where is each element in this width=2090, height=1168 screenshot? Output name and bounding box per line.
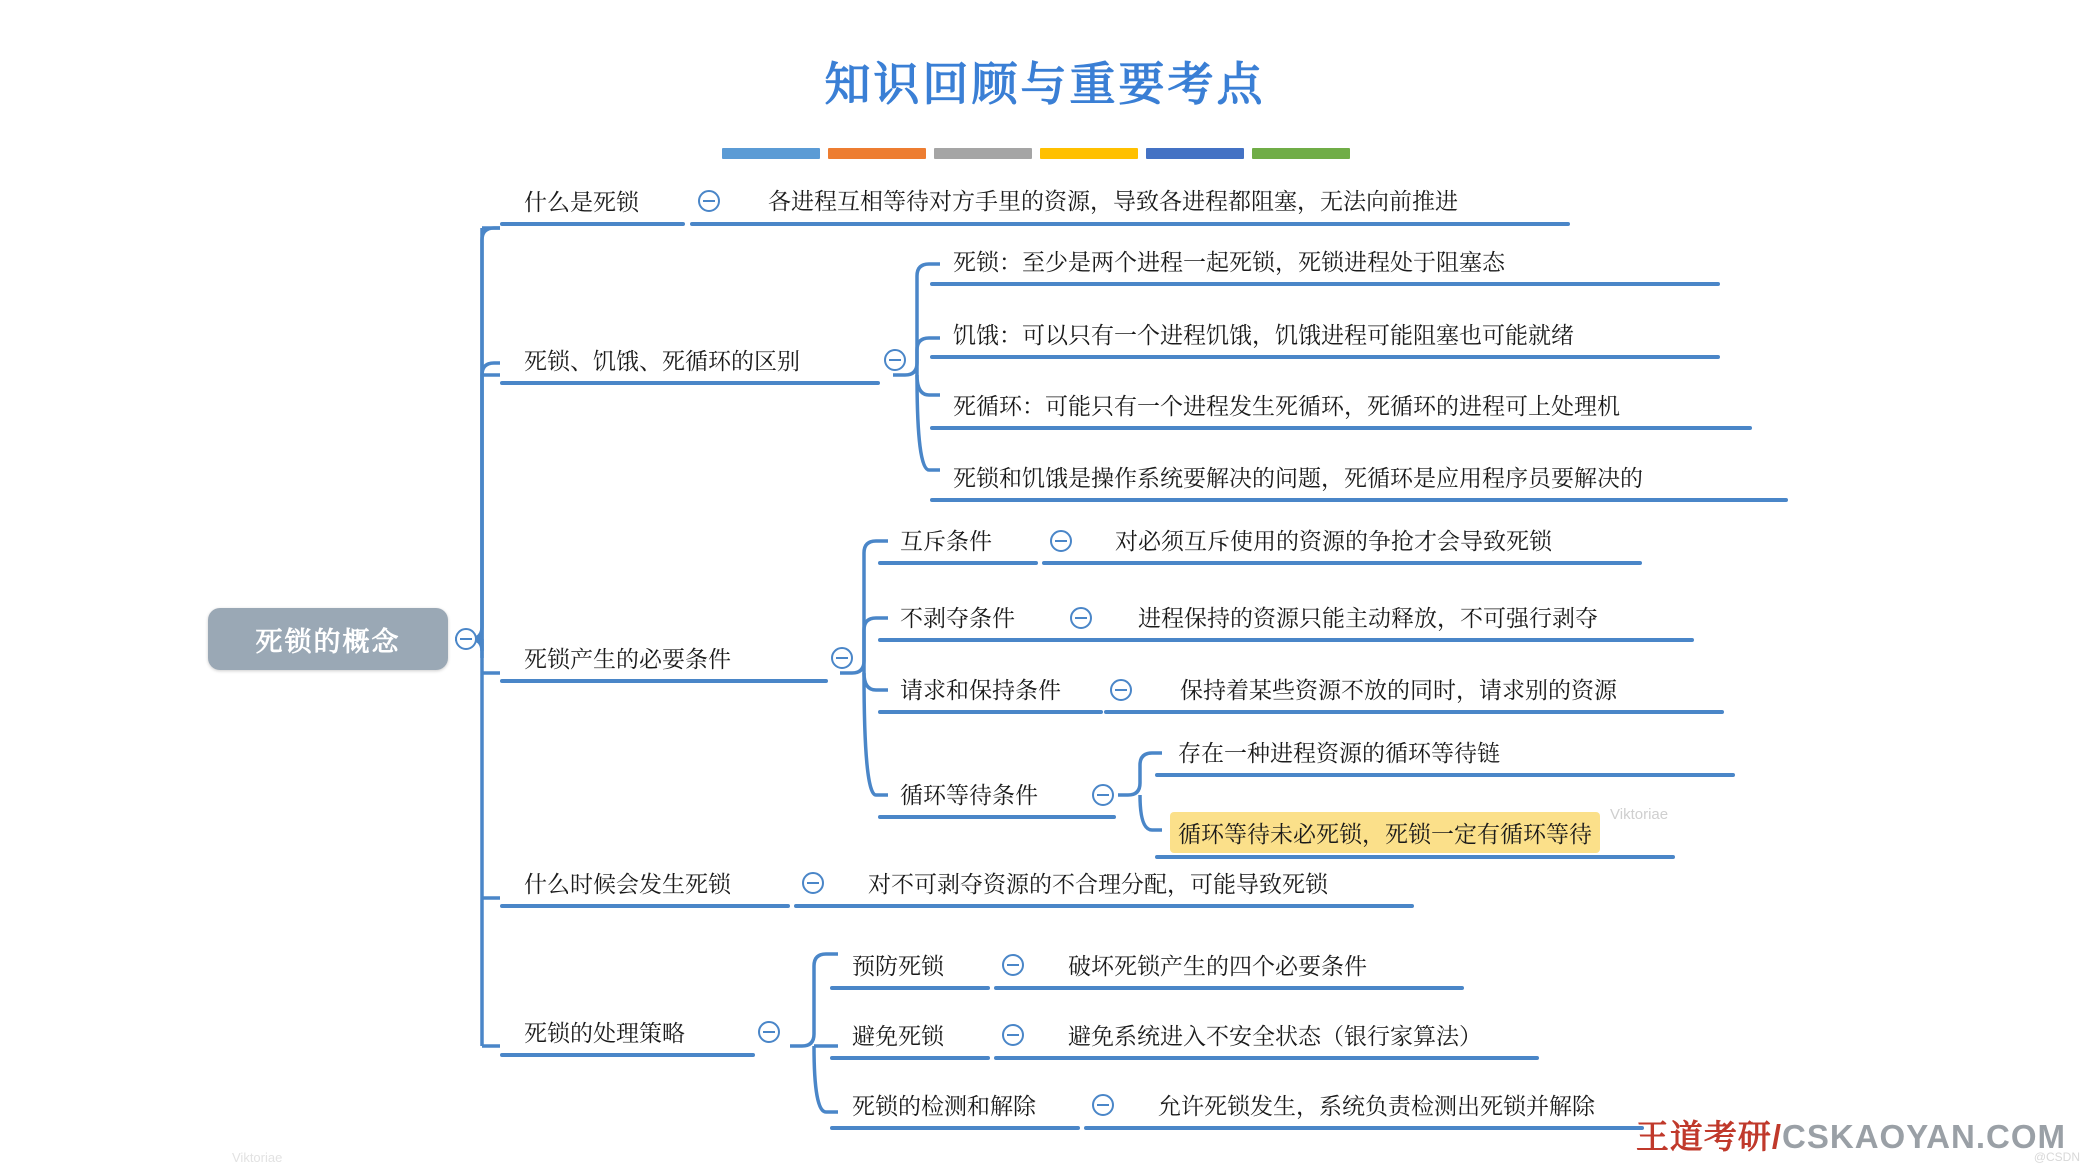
branch-5-child-2-toggle-icon[interactable] [1002,1024,1024,1046]
branch-1-toggle-icon[interactable] [698,190,720,212]
root-node[interactable]: 死锁的概念 [208,608,448,670]
branch-2-child-1-label[interactable]: 死锁：至少是两个进程一起死锁，死锁进程处于阻塞态 [953,249,1505,275]
branch-3-child-2-toggle-icon[interactable] [1070,607,1092,629]
branch-5-child-2-leaf[interactable]: 避免系统进入不安全状态（银行家算法） [1068,1023,1482,1049]
branch-2-toggle-icon[interactable] [884,349,906,371]
branch-3-child-1-underline [878,561,1038,565]
branch-3-child-4-leaf-2[interactable]: 循环等待未必死锁，死锁一定有循环等待 [1170,812,1600,853]
branch-3-child-1-leaf[interactable]: 对必须互斥使用的资源的争抢才会导致死锁 [1115,528,1552,554]
branch-3-child-2-leaf-underline [1064,638,1694,642]
branch-3-child-3-leaf-underline [1104,710,1724,714]
branch-3-child-3-underline [878,710,1103,714]
root-toggle-icon[interactable] [455,628,477,650]
branch-4-child-1-underline [794,904,1414,908]
branch-2-child-3-label[interactable]: 死循环：可能只有一个进程发生死循环，死循环的进程可上处理机 [953,393,1620,419]
branch-2-child-4-underline [930,498,1788,502]
branch-3-child-2-label[interactable]: 不剥夺条件 [900,605,1015,631]
branch-5-label[interactable]: 死锁的处理策略 [524,1020,685,1046]
branch-3-underline [500,679,828,683]
branch-3-toggle-icon[interactable] [831,647,853,669]
watermark-main-text: 王道考研/ [1635,1118,1783,1155]
branch-2-child-3-underline [930,426,1752,430]
branch-3-child-4-label[interactable]: 循环等待条件 [900,782,1038,808]
branch-5-child-2-label[interactable]: 避免死锁 [852,1023,944,1049]
branch-4-toggle-icon[interactable] [802,872,824,894]
branch-3-child-4-leaf-1[interactable]: 存在一种进程资源的循环等待链 [1178,740,1500,766]
branch-2-child-2-label[interactable]: 饥饿：可以只有一个进程饥饿，饥饿进程可能阻塞也可能就绪 [953,322,1574,348]
branch-2-child-2-underline [930,355,1720,359]
page-title: 知识回顾与重要考点 [824,58,1266,110]
branch-3-child-3-toggle-icon[interactable] [1110,679,1132,701]
branch-1-underline [500,222,685,226]
branch-4-child-1-label[interactable]: 对不可剥夺资源的不合理分配，可能导致死锁 [868,871,1328,897]
branch-2-child-1-underline [930,282,1720,286]
branch-3-child-4-toggle-icon[interactable] [1092,784,1114,806]
branch-3-child-4-leaf-2-underline [1155,855,1675,859]
branch-5-child-1-label[interactable]: 预防死锁 [852,953,944,979]
branch-5-child-3-underline [830,1126,1080,1130]
branch-1-label[interactable]: 什么是死锁 [524,189,639,215]
branch-4-underline [500,904,790,908]
branch-3-child-4-leaf-1-underline [1155,773,1735,777]
branch-5-child-2-leaf-underline [994,1056,1539,1060]
branch-1-child-1-underline [690,222,1570,226]
watermark-side: Viktoriae [1610,806,1669,823]
branch-5-child-2-underline [830,1056,990,1060]
watermark-csdn: @CSDN [2033,1150,2080,1164]
branch-3-child-1-label[interactable]: 互斥条件 [900,528,992,554]
branch-5-child-3-leaf-underline [1084,1126,1644,1130]
branch-5-toggle-icon[interactable] [758,1021,780,1043]
watermark-domain: CSKAOYAN.COM [1782,1118,2066,1155]
watermark-main [1636,1111,2066,1158]
branch-3-child-1-toggle-icon[interactable] [1050,530,1072,552]
branch-3-label[interactable]: 死锁产生的必要条件 [524,646,731,672]
branch-5-child-1-underline [830,986,990,990]
branch-5-child-3-label[interactable]: 死锁的检测和解除 [852,1093,1036,1119]
branch-2-label[interactable]: 死锁、饥饿、死循环的区别 [524,348,800,374]
branch-4-label[interactable]: 什么时候会发生死锁 [524,871,731,897]
branch-5-child-1-leaf-underline [994,986,1464,990]
branch-3-child-1-leaf-underline [1042,561,1642,565]
branch-2-child-4-label[interactable]: 死锁和饥饿是操作系统要解决的问题，死循环是应用程序员要解决的 [953,465,1643,491]
branch-3-child-2-underline [878,638,1073,642]
branch-5-child-1-leaf[interactable]: 破坏死锁产生的四个必要条件 [1068,953,1367,979]
branch-5-child-3-leaf[interactable]: 允许死锁发生，系统负责检测出死锁并解除 [1158,1093,1595,1119]
branch-2-underline [500,381,880,385]
branch-3-child-3-label[interactable]: 请求和保持条件 [900,677,1061,703]
branch-3-child-4-underline [878,815,1116,819]
branch-3-child-3-leaf[interactable]: 保持着某些资源不放的同时，请求别的资源 [1180,677,1617,703]
branch-5-child-3-toggle-icon[interactable] [1092,1094,1114,1116]
branch-3-child-2-leaf[interactable]: 进程保持的资源只能主动释放，不可强行剥夺 [1138,605,1598,631]
watermark-corner: Viktoriae [232,1150,283,1165]
branch-5-underline [500,1053,755,1057]
branch-5-child-1-toggle-icon[interactable] [1002,954,1024,976]
branch-1-child-1-label[interactable]: 各进程互相等待对方手里的资源，导致各进程都阻塞，无法向前推进 [768,188,1458,214]
